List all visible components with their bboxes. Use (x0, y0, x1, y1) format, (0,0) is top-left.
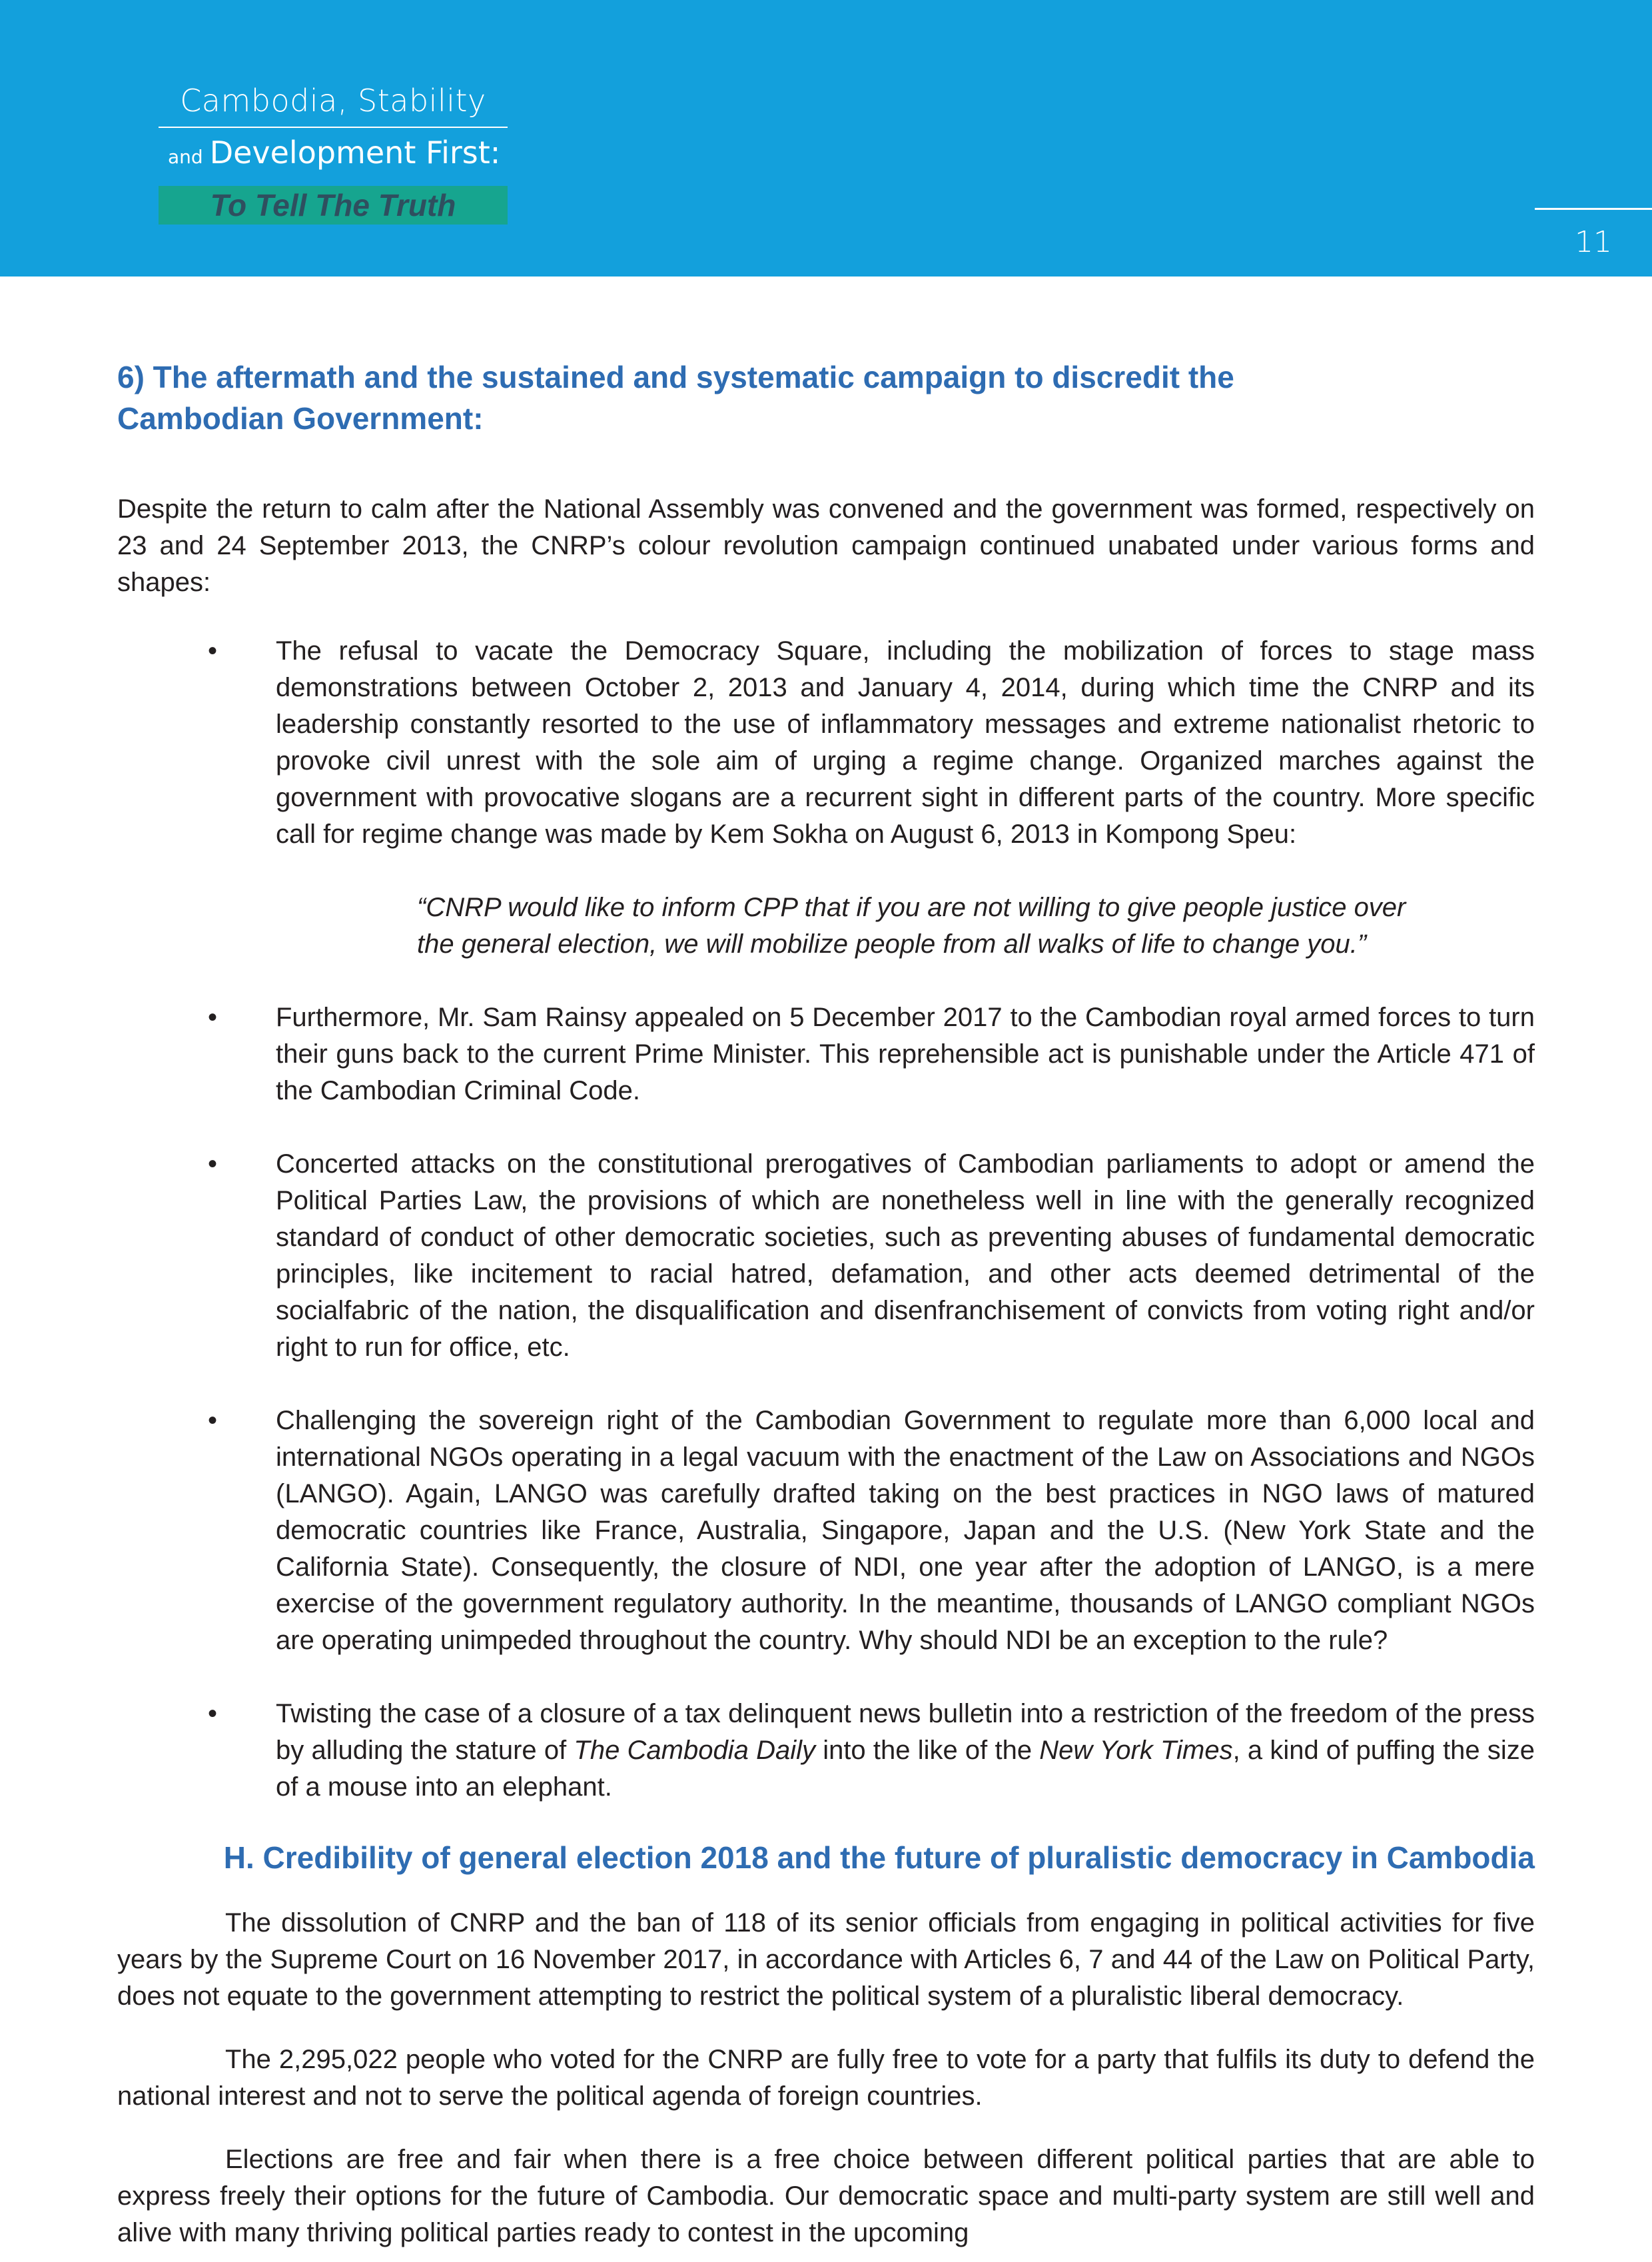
brand-title-line2 (159, 131, 508, 179)
bullet-item-3 (117, 1146, 1535, 1366)
publication-brand (159, 79, 508, 225)
bullet-dot: • (208, 1406, 218, 1435)
publication-title: The Cambodia Daily (574, 1736, 815, 1765)
bullet-dot: • (208, 1699, 218, 1728)
bullet-text-part: , a kind of puffing the size of a mouse into an elephant. (276, 1736, 1535, 1802)
bullet-text: Challenging the sovereign right of the Cambodian Government to regulate more than 6,000 local and international NGOs operating in a legal vacuum with the enactment of the Law on Associations and NGOs (LANGO). Again, LANGO was carefully drafted taking on the best practices in NGO laws of matured democratic countries like France, Australia, Singapore, Japan and the U.S. (New York State and the California State). Consequently, the closure of NDI, one year after the adoption of LANGO, is a mere exercise of the government regulatory authority. In the meantime, thousands of LANGO compliant NGOs are operating unimpeded throughout the country. Why should NDI be an exception to the rule? (276, 1406, 1535, 1655)
body-paragraph-1: The dissolution of CNRP and the ban of 118 of its senior officials from engaging in political activities for five years by the Supreme Court on 16 November 2017, in accordance with Articles 6, 7 and 44 of the Law on Political Party, does not equate to the government attempting to restrict the political system of a pluralistic liberal democracy. (117, 1908, 1535, 2011)
brand-divider (159, 127, 508, 128)
bullet-text: Furthermore, Mr. Sam Rainsy appealed on 5 December 2017 to the Cambodian royal armed forces to turn their guns back to the current Prime Minister. This reprehensible act is punishable under the Article 471 of the Cambodian Criminal Code. (276, 1003, 1535, 1105)
page-number: 11 (1575, 225, 1612, 259)
section-heading: 6) The aftermath and the sustained and systematic campaign to discredit the Cambodian Government: (117, 360, 1234, 436)
bullet-text-part: into the like of the (815, 1736, 1040, 1765)
body-paragraph-2: The 2,295,022 people who voted for the CNRP are fully free to vote for a party that fulfils its duty to defend the national interest and not to serve the political agenda of foreign countries. (117, 2045, 1535, 2111)
bullet-item-4 (117, 1403, 1535, 1659)
intro-paragraph: Despite the return to calm after the National Assembly was convened and the government was formed, respectively on 23 and 24 September 2013, the CNRP’s colour revolution campaign continued unabated under various forms and shapes: (117, 494, 1535, 597)
bullet-item-2 (117, 999, 1535, 1109)
bullet-text-part: Twisting the case of a closure of a tax delinquent news bulletin into a restriction of the freedom of the press by alluding the stature of (276, 1699, 1535, 1765)
quotation: “CNRP would like to inform CPP that if you are not willing to give people justice over the general election, we will mobilize people from all walks of life to change you.” (417, 893, 1406, 959)
brand-title-line2-text: Development First: (209, 135, 501, 171)
brand-and: and (168, 146, 203, 168)
page-number-rule (1535, 208, 1652, 210)
subsection-heading: H. Credibility of general election 2018 and the future of pluralistic democracy in Cambodia (223, 1840, 1535, 1875)
bullet-text: The refusal to vacate the Democracy Square, including the mobilization of forces to stage mass demonstrations between October 2, 2013 and January 4, 2014, during which time the CNRP and its leadership constantly resorted to the use of inflammatory messages and extreme nationalist rhetoric to provoke civil unrest with the sole aim of urging a regime change. Organized marches against the government with provocative slogans are a recurrent sight in different parts of the country. More specific call for regime change was made by Kem Sokha on August 6, 2013 in Kompong Speu: (276, 636, 1535, 849)
bullet-dot: • (208, 1149, 218, 1179)
page-body (117, 356, 1535, 2262)
brand-tagline: To Tell The Truth (159, 186, 508, 225)
bullet-dot: • (208, 1003, 218, 1032)
bullet-item-1 (117, 633, 1535, 853)
body-paragraph-3: Elections are free and fair when there is a free choice between different political parties that are able to express freely their options for the future of Cambodia. Our democratic space and multi-party system are still well and alive with many thriving political parties ready to contest in the upcoming (117, 2145, 1535, 2247)
bullet-item-5 (117, 1696, 1535, 1806)
publication-title: New York Times (1039, 1736, 1233, 1765)
header-band (0, 0, 1652, 277)
bullet-dot: • (208, 636, 218, 666)
brand-title-line1: Cambodia, Stability (180, 83, 486, 119)
bullet-text: Concerted attacks on the constitutional prerogatives of Cambodian parliaments to adopt or amend the Political Parties Law, the provisions of which are nonetheless well in line with the generally recognized standard of conduct of other democratic societies, such as preventing abuses of fundamental democratic principles, like incitement to racial hatred, defamation, and other acts deemed detrimental of the socialfabric of the nation, the disqualification and disenfranchisement of convicts from voting right and/or right to run for office, etc. (276, 1149, 1535, 1362)
bullet-list (117, 633, 1535, 1806)
